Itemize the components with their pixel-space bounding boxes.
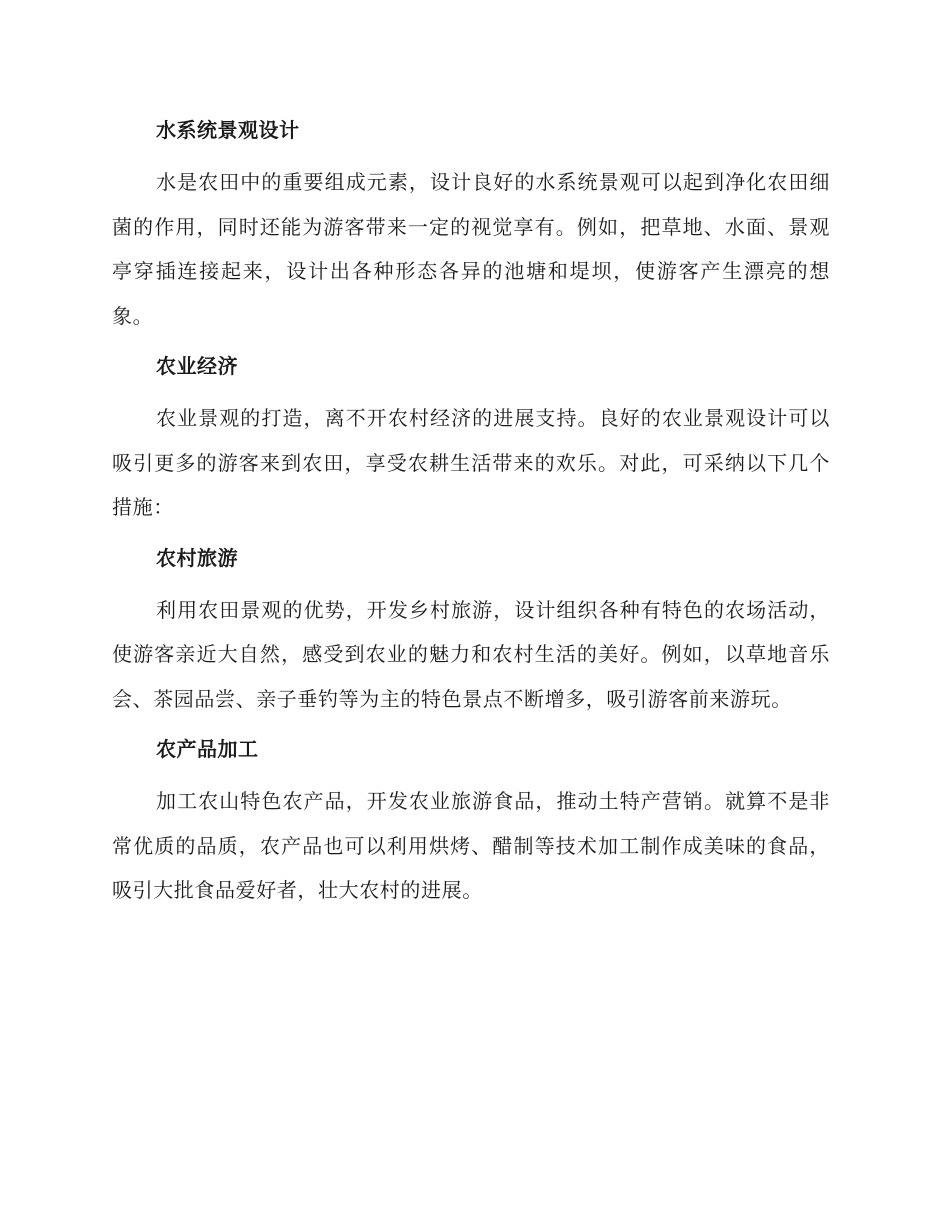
section-heading-agri-processing: 农产品加工 xyxy=(156,737,259,761)
section-paragraph-agricultural-economy: 农业景观的打造，离不开农村经济的进展支持。良好的农业景观设计可以吸引更多的游客来到农田，享受农耕生活带来的欢乐。对此，可采纳以下几个措施： xyxy=(112,406,830,519)
section-paragraph-water-system: 水是农田中的重要组成元素，设计良好的水系统景观可以起到净化农田细菌的作用，同时还能为游客带来一定的视觉享有。例如，把草地、水面、景观亭穿插连接起来，设计出各种形态各异的池塘和堤坝，使游客产生漂亮的想象。 xyxy=(112,170,830,328)
section-paragraph-agri-processing: 加工农山特色农产品，开发农业旅游食品，推动土特产营销。就算不是非常优质的品质，农产品也可以利用烘烤、醋制等技术加工制作成美味的食品，吸引大批食品爱好者，壮大农村的进展。 xyxy=(112,789,830,902)
section-heading-rural-tourism: 农村旅游 xyxy=(156,545,238,570)
section-paragraph-rural-tourism: 利用农田景观的优势，开发乡村旅游，设计组织各种有特色的农场活动，使游客亲近大自然，感受到农业的魅力和农村生活的美好。例如，以草地音乐会、茶园品尝、亲子垂钓等为主的特色景点不断增多，吸引游客前来游玩。 xyxy=(112,597,830,711)
document-body xyxy=(112,112,830,923)
section-heading-water-system: 水系统景观设计 xyxy=(156,118,300,142)
section-heading-agricultural-economy: 农业经济 xyxy=(156,354,238,378)
